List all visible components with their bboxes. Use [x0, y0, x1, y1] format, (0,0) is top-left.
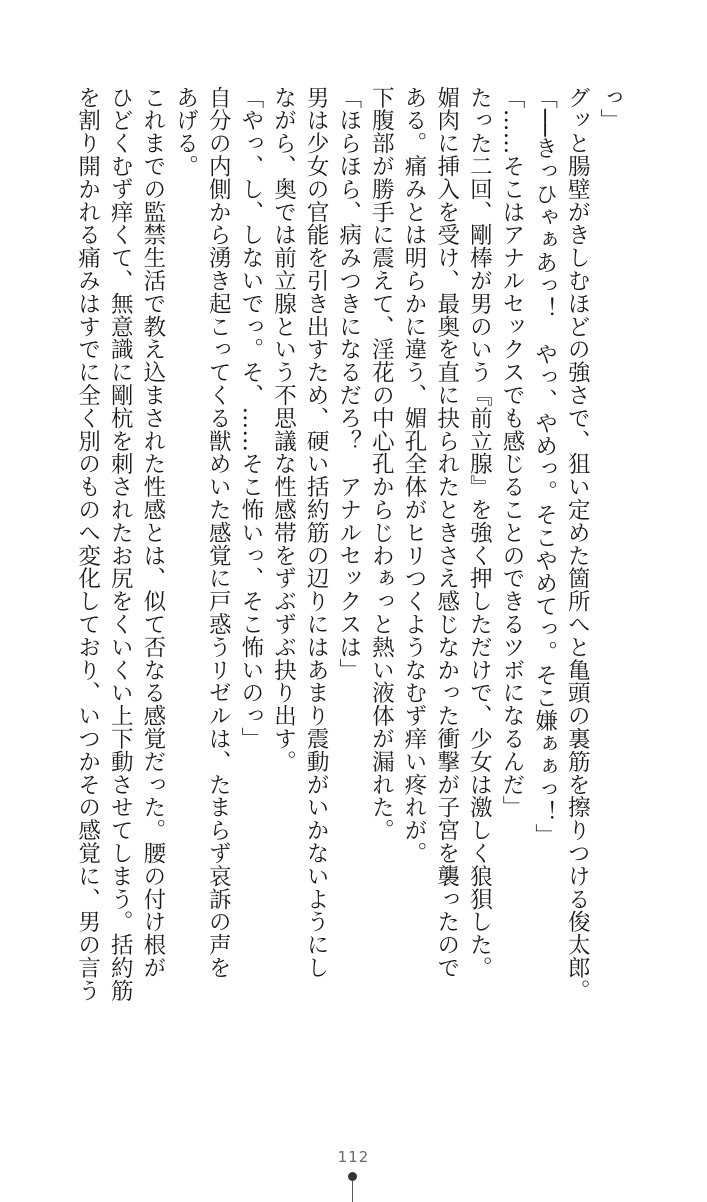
- text-line-9: 「ほらほら、病みつきになるだろ？ アナルセックスは」: [335, 86, 362, 682]
- text-line-8: 下腹部が勝手に震えて、淫花の中心孔からじわぁっと熱い液体が漏れた。: [368, 86, 395, 842]
- text-line-11: ながら、奥では前立腺という不思議な性感帯をずぶずぶ抉り出す。: [270, 86, 297, 773]
- page-ornament-icon: [348, 1172, 358, 1200]
- text-line-2: グッと腸壁がきしむほどの強さで、狙い定めた箇所へと亀頭の裏筋を擦りつける俊太郎。: [564, 86, 591, 1002]
- text-line-3: 「──きっひゃぁあっ！ やっ、やめっ。そこやめてっ。そこ嫌ぁぁっ！」: [531, 86, 558, 847]
- vertical-text-body: [72, 86, 627, 1086]
- page-number: 112: [337, 1148, 370, 1166]
- text-line-14: あげる。: [172, 86, 199, 178]
- text-line-16: ひどくむず痒くて、無意識に剛杭を刺されたお尻をくいくい上下動させてしまう。括約筋: [107, 86, 134, 1002]
- ornament-line: [352, 1180, 353, 1202]
- text-line-7: ある。痛みとは明らかに違う、媚孔全体がヒリつくようなむず痒い疼れが。: [401, 86, 428, 865]
- text-line-6: 媚肉に挿入を受け、最奥を直に抉られたときさえ感じなかった衝撃が子宮を襲ったので: [433, 86, 460, 980]
- text-line-12: 「やっ、し、しないでっ。そ、……そこ怖いっ、そこ怖いのっ」: [237, 86, 264, 751]
- text-line-17: を割り開かれる痛みはすでに全く別のものへ変化しており、いつかその感覚に、男の言う: [74, 86, 101, 1002]
- text-line-15: これまでの監禁生活で教え込まされた性感とは、似て否なる感覚だった。腰の付け根が: [139, 86, 166, 980]
- text-line-1: っ」: [596, 86, 623, 132]
- text-line-10: 男は少女の官能を引き出すため、硬い括約筋の辺りにはあまり震動がいかないようにし: [303, 86, 330, 980]
- text-line-5: たった二回、剛棒が男のいう『前立腺』を強く押しただけで、少女は激しく狼狽した。: [466, 86, 493, 980]
- text-line-13: 自分の内側から湧き起こってくる獣めいた感覚に戸惑うリゼルは、たまらず哀訴の声を: [205, 86, 232, 980]
- text-line-4: 「……そこはアナルセックスでも感じることのできるツボになるんだ」: [498, 86, 525, 819]
